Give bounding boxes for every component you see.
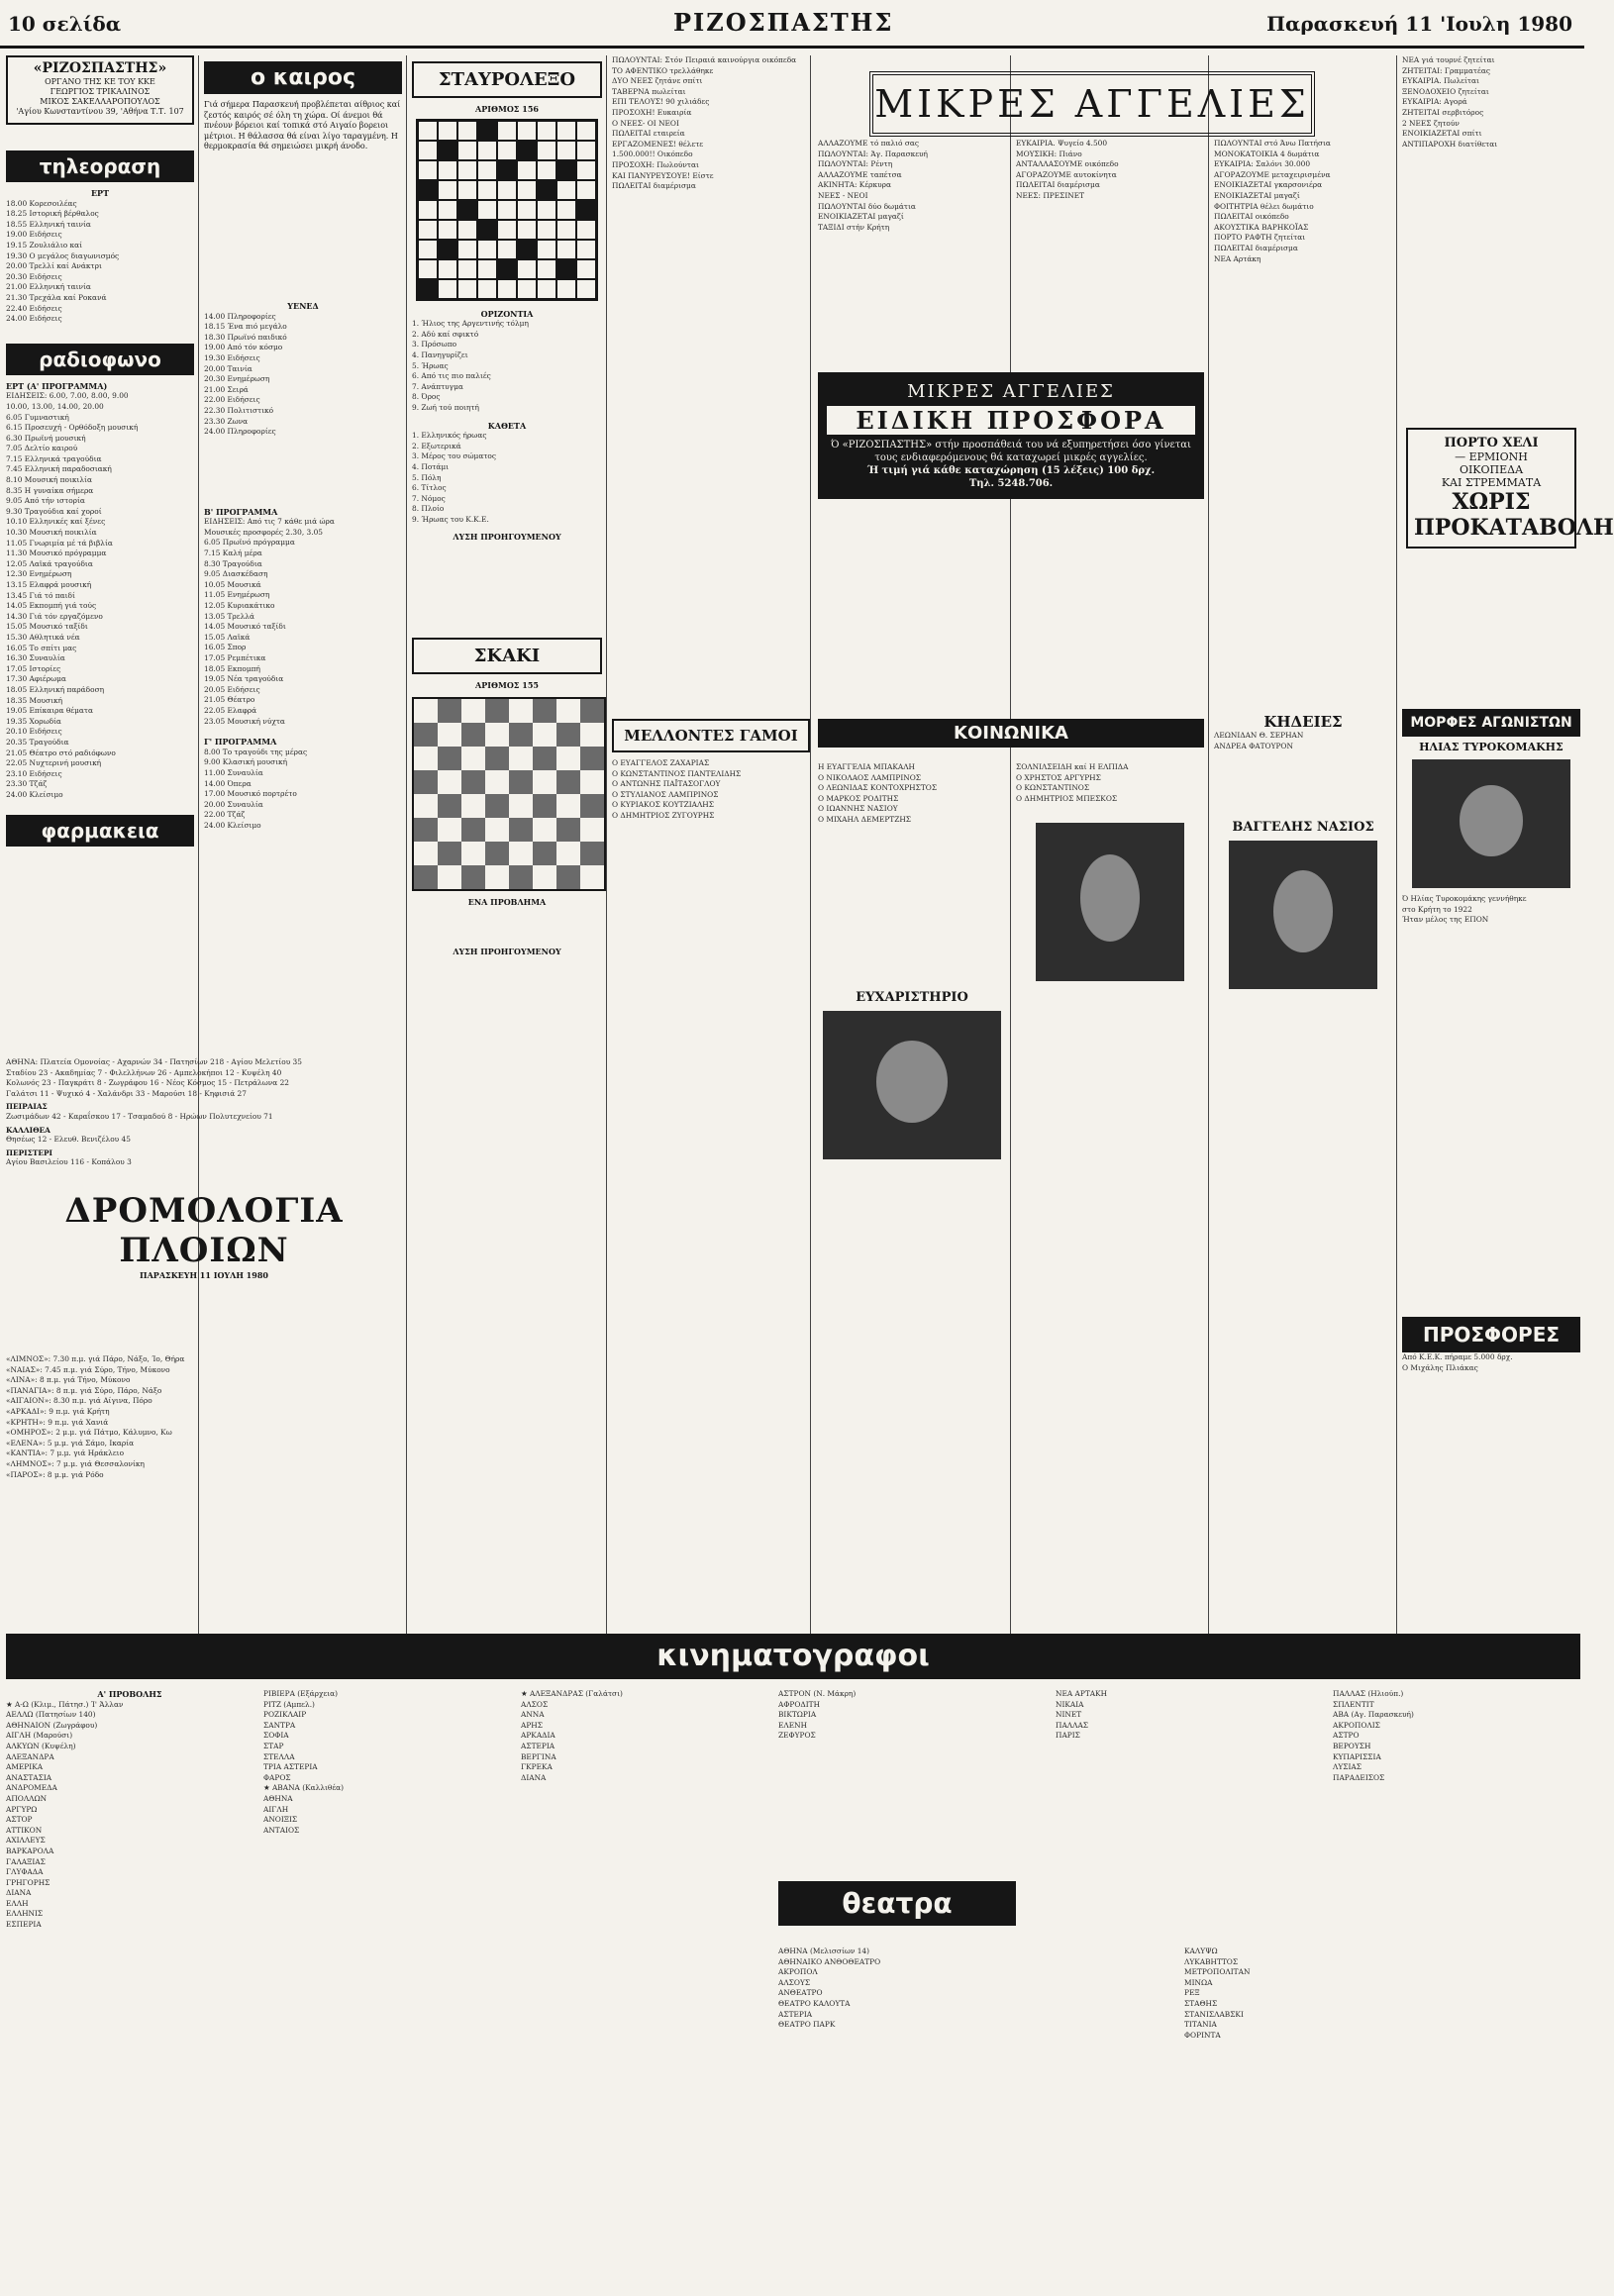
- weather-text: Γιά σήμερα Παρασκευή προβλέπεται αίθριος καί ζεστός καιρός σέ όλη τη χώρα. Οί άνεμοι θά πνέουν βόρειοι καί τοπικά στό Αιγαίο βορειοι μέτριοι. Η θάλασσα θά είναι λίγο ταραγμένη. Η θερμοκρασία θά σημειώσει μικρή άνοδο.: [204, 100, 401, 151]
- radio-listing-c: 8.00 Το τραγούδι της μέρας 9.00 Κλασική μουσική 11.00 Συναυλία 14.00 Όπερα 17.00 Μουσικό πορτρέτο 20.00 Συναυλία 22.00 Τζάζ 24.00 Κλείσιμο: [204, 747, 308, 830]
- page-number: 10 σελίδα: [8, 12, 122, 36]
- column-rule: [1010, 55, 1011, 1679]
- cinema-items: ΑΣΤΡΟΝ (Ν. Μάκρη) ΑΦΡΟΔΙΤΗ ΒΙΚΤΩΡΙΑ ΕΛΕΝΗ ΖΕΦΥΡΟΣ: [778, 1689, 857, 1741]
- info-line: 'Αγίου Κωνσταντίνου 39, 'Αθήνα Τ.Τ. 107: [16, 107, 184, 116]
- classified-items: ΑΛΛΑΖΟΥΜΕ τό παλιό σας ΠΩΛΟΥΝΤΑΙ: Άγ. Παρασκευή ΠΩΛΟΥΝΤΑΙ: Ρέντη ΑΛΛΑΖΟΥΜΕ ταπέτσα ΑΚΙΝΗΤΑ: Κέρκυρα ΝΕΕΣ - ΝΕΟΙ ΠΩΛΟΥΝΤΑΙ δύο δωμάτια ΕΝΟΙΚΙΑΖΕΤΑΙ μαγαζί ΤΑΞΙΔΙ στήν Κρήτη: [818, 139, 928, 232]
- land-ad-line: ΧΩΡΙΣ: [1452, 489, 1531, 515]
- tv-listing-yened: 14.00 Πληροφορίες 18.15 Ένα πιό μεγάλο 18.30 Πρωϊνό παιδικό 19.00 Από τόν κόσμο 19.30 Ειδήσεις 20.00 Ταινία 20.30 Ενημέρωση 21.00 Σειρά 22.00 Ειδήσεις 22.30 Πολιτιστικό 23.30 Ζωνα 24.00 Πληροφορίες: [204, 311, 287, 437]
- struggle-section: [1402, 709, 1580, 1065]
- crossword-grid: [416, 119, 598, 301]
- pharmacy-section: [6, 1057, 402, 1335]
- tv-heading: τηλεοραση: [6, 150, 194, 182]
- chess-problem-title: ΕΝΑ ΠΡΟΒΛΗΜΑ: [467, 896, 547, 907]
- special-offer-text: Ό «ΡΙΖΟΣΠΑΣΤΗΣ» στήν προσπάθειά του νά εξυπηρετήσει όσο γίνεται τους ενδιαφερόμενους θά καταχωρεί μικρές αγγελίες.: [831, 440, 1191, 463]
- special-offer: [818, 372, 1204, 499]
- cinemas-col-2: [263, 1689, 511, 2283]
- masthead: ΡΙΖΟΣΠΑΣΤΗΣ: [673, 8, 894, 37]
- cinemas-col-3: [521, 1689, 768, 2283]
- funerals-heading: ΚΗΔΕΙΕΣ: [1263, 713, 1343, 731]
- crossword-number: ΑΡΙΘΜΟΣ 156: [475, 104, 539, 114]
- classifieds-col-3: [1214, 139, 1392, 693]
- radio-program-c: Γ' ΠΡΟΓΡΑΜΜΑ: [204, 737, 277, 748]
- cinema-items: ΝΕΑ ΑΡΤΑΚΗ ΝΙΚΑΙΑ ΝΙΝΕΤ ΠΑΛΛΑΣ ΠΑΡΙΣ: [1056, 1689, 1108, 1741]
- chess-solution-title: ΛΥΣΗ ΠΡΟΗΓΟΥΜΕΝΟΥ: [453, 947, 561, 957]
- crossword-down-title: ΚΑΘΕΤΑ: [487, 420, 527, 431]
- chess-number: ΑΡΙΘΜΟΣ 155: [475, 680, 539, 691]
- portrait-name: ΒΑΓΓΕΛΗΣ ΝΑΣΙΟΣ: [1232, 820, 1374, 836]
- cinemas-col-5: [1056, 1689, 1323, 1867]
- column-rule: [1396, 55, 1397, 1679]
- offers-section: [1402, 1317, 1580, 1634]
- theatres-col-1: [778, 1947, 1174, 2283]
- struggle-heading: ΜΟΡΦΕΣ ΑΓΩΝΙΣΤΩΝ: [1402, 709, 1580, 737]
- rizospastis-info-box: [6, 55, 194, 125]
- crossword-down-clues: 1. Ελληνικός ήρωας 2. Εξωτερικά 3. Μέρος του σώματος 4. Ποτάμι 5. Πόλη 6. Τίτλος 7. Νόμος 8. Πλοίο 9. Ήρωας του Κ.Κ.Ε.: [412, 431, 497, 524]
- social-col-2: [1016, 762, 1204, 1366]
- pharmacy-listing: Θησέως 12 - Ελευθ. Βενιζέλου 45: [6, 1135, 131, 1145]
- info-line: ΓΕΩΡΓΙΟΣ ΤΡΙΚΑΛΙΝΟΣ: [50, 87, 151, 96]
- wedding-items: Ο ΕΥΑΓΓΕΛΟΣ ΖΑΧΑΡΙΑΣ Ο ΚΩΝΣΤΑΝΤΙΝΟΣ ΠΑΝΤΕΛΙΔΗΣ Ο ΑΝΤΩΝΗΣ ΠΑΪΤΑΣΟΓΛΟΥ Ο ΣΤΥΛΙΑΝΟΣ ΛΑΜΠΡΙΝΟΣ Ο ΚΥΡΙΑΚΟΣ ΚΟΥΤΖΙΑΛΗΣ Ο ΔΗΜΗΤΡΙΟΣ ΖΥΓΟΥΡΗΣ: [612, 758, 742, 820]
- struggle-text: Ό Ηλίας Τυροκομάκης γεννήθηκε στο Κρήτη το 1922 Ήταν μέλος της ΕΠΟΝ: [1402, 894, 1527, 925]
- chess-board: [412, 697, 606, 891]
- page-header: [0, 0, 1584, 49]
- radio-heading: ραδιοφωνο: [6, 344, 194, 375]
- social-items: Η ΕΥΑΓΓΕΛΙΑ ΜΠΑΚΑΛΗ Ο ΝΙΚΟΛΑΟΣ ΛΑΜΠΡΙΝΟΣ Ο ΛΕΩΝΙΔΑΣ ΚΟΝΤΟΧΡΗΣΤΟΣ Ο ΜΑΡΚΟΣ ΡΟΔΙΤΗΣ Ο ΙΩΑΝΝΗΣ ΝΑΣΙΟΥ Ο ΜΙΧΑΗΛ ΔΕΜΕΡΤΖΗΣ: [818, 762, 938, 824]
- cinema-items: ΠΑΛΛΑΣ (Ηλιούπ.) ΣΠΛΕΝΤΙΤ ΑΒΑ (Αγ. Παρασκευή) ΑΚΡΟΠΟΛΙΣ ΑΣΤΡΟ ΒΕΡΟΥΣΗ ΚΥΠΑΡΙΣΣΙΑ ΛΥΣΙΑΣ ΠΑΡΑΔΕΙΣΟΣ: [1333, 1689, 1414, 1782]
- column-puzzles: [412, 55, 602, 1055]
- tv-listing-ert: 18.00 Κορεσοιλέας 18.25 Ιστορική βέρθαλος 18.55 Ελληνική ταινία 19.00 Ειδήσεις 19.15 Ζουλιάλιο καί 19.30 Ο μεγάλος διαγωνισμός 20.00 Τρελλί καί Ανάκτρι 20.30 Ειδήσεις 21.00 Ελληνική ταινία 21.30 Τρεχάλα καί Ροκανά 22.40 Ειδήσεις 24.00 Ειδήσεις: [6, 198, 120, 324]
- land-ad-line: ΚΑΙ ΣΤΡΕΜΜΑΤΑ: [1441, 476, 1542, 489]
- struggle-photo: [1412, 759, 1570, 888]
- theatres-header: [778, 1881, 1580, 1941]
- column-weather-tv: [204, 55, 402, 1055]
- crossword-heading: ΣΤΑΥΡΟΛΕΞΟ: [412, 61, 602, 98]
- offers-text: Από Κ.Ε.Κ. πήραμε 5.000 δρχ. Ο Μιχάλης Πλιάκας: [1402, 1352, 1513, 1372]
- pharmacy-listing: Αγίου Βασιλείου 116 - Κοπάλου 3: [6, 1157, 132, 1167]
- classified-items: ΕΥΚΑΙΡΙΑ. Ψυγείο 4.500 ΜΟΥΣΙΚΗ: Πιάνο ΑΝΤΑΛΛΑΣΟΥΜΕ οικόπεδο ΑΓΟΡΑΖΟΥΜΕ αυτοκίνητα ΠΩΛΕΙΤΑΙ διαμέρισμα ΝΕΕΣ: ΠΡΕΣΙΝΕΤ: [1016, 139, 1119, 200]
- special-offer-subtitle: ΕΙΔΙΚΗ ΠΡΟΣΦΟΡΑ: [827, 406, 1195, 435]
- special-offer-title: ΜΙΚΡΕΣ ΑΓΓΕΛΙΕΣ: [907, 381, 1115, 402]
- special-offer-box: [818, 372, 1204, 501]
- tv-yened-label: ΥΕΝΕΔ: [287, 300, 319, 311]
- cinema-items: ★ Α-Ω (Κλιμ., Πάτησ.) Ί' Άλλαν ΑΕΛΛΩ (Πατησίων 140) ΑΘΗΝΑΙΟΝ (Ζωγράφου) ΑΙΓΛΗ (Μαρούσι) ΑΛΚΥΩΝ (Κυψέλη) ΑΛΕΞΑΝΔΡΑ ΑΜΕΡΙΚΑ ΑΝΑΣΤΑΣΙΑ ΑΝΔΡΟΜΕΔΑ ΑΠΟΛΛΩΝ ΑΡΓΥΡΩ ΑΣΤΟΡ ΑΤΤΙΚΟΝ ΑΧΙΛΛΕΥΣ ΒΑΡΚΑΡΟΛΑ ΓΑΛΑΞΙΑΣ ΓΛΥΦΑΔΑ ΓΡΗΓΟΡΗΣ ΔΙΑΝΑ ΕΛΛΗ ΕΛΛΗΝΙΣ ΕΣΠΕΡΙΑ: [6, 1699, 124, 1930]
- pharmacy-peristeri: ΠΕΡΙΣΤΕΡΙ: [6, 1148, 52, 1157]
- special-offer-price: Ή τιμή γιά κάθε καταχώρηση (15 λέξεις) 100 δρχ.: [866, 465, 1156, 476]
- cinemas-col-4: [778, 1689, 1046, 1867]
- theatres-col-2: [1184, 1947, 1578, 2283]
- pharmacy-kallithea: ΚΑΛΛΙΘΕΑ: [6, 1125, 50, 1135]
- classified-items: ΠΩΛΟΥΝΤΑΙ στό Άνω Πατήσια ΜΟΝΟΚΑΤΟΙΚΙΑ 4 δωμάτια ΕΥΚΑΙΡΙΑ: Σαλόνι 30.000 ΑΓΟΡΑΖΟΥΜΕ μεταχειρισμένα ΕΝΟΙΚΙΑΖΕΤΑΙ γκαρσονιέρα ΕΝΟΙΚΙΑΖΕΤΑΙ μαγαζί ΦΟΙΤΗΤΡΙΑ θέλει δωμάτιο ΠΩΛΕΙΤΑΙ οικόπεδο ΑΚΟΥΣΤΙΚΑ ΒΑΡΗΚΟΪΑΣ ΠΟΡΤΟ ΡΑΦΤΗ ζητείται ΠΩΛΕΙΤΑΙ διαμέρισμα ΝΕΑ Αρτάκη: [1214, 139, 1331, 263]
- issue-date: Παρασκευή 11 'Ιουλη 1980: [1266, 12, 1572, 36]
- radio-program-a: ΕΡΤ (Α' ΠΡΟΓΡΑΜΜΑ): [6, 380, 108, 391]
- column-rule: [810, 55, 811, 1679]
- land-ad-line: ΠΡΟΚΑΤΑΒΟΛΗ: [1414, 515, 1614, 541]
- pharmacy-heading: φαρμακεια: [6, 815, 194, 847]
- cinemas-heading: κινηματογραφοι: [6, 1634, 1580, 1679]
- classified-items: ΝΕΑ γιά τουρνέ ζητείται ΖΗΤΕΙΤΑΙ: Γραμματέας ΕΥΚΑΙΡΙΑ. Πωλείται ΞΕΝΟΔΟΧΕΙΟ ζητείται ΕΥΚΑΙΡΙΑ: Αγορά ΖΗΤΕΙΤΑΙ σερβιτόρος 2 ΝΕΕΣ ζητούν ΕΝΟΙΚΙΑΖΕΤΑΙ σπίτι ΑΝΤΙΠΑΡΟΧΗ διατίθεται: [1402, 55, 1498, 149]
- struggle-name: ΗΛΙΑΣ ΤΥΡΟΚΟΜΑΚΗΣ: [1419, 741, 1564, 753]
- ships-listing: [6, 1354, 402, 1651]
- classifieds-col-2: [1016, 139, 1204, 376]
- land-ad: [1406, 428, 1614, 586]
- radio-listing-b: ΕΙΔΗΣΕΙΣ: Από τις 7 κάθε μιά ώρα Μουσικές προσφορές 2.30, 3.05 6.05 Πρωϊνό πρόγραμμα 7.15 Καλή μέρα 8.30 Τραγούδια 9.05 Διασκέδαση 10.05 Μουσικά 11.05 Ενημέρωση 12.05 Κυριακάτικο 13.05 Τρελλά 14.05 Μουσικό ταξίδι 15.05 Λαϊκά 16.05 Σπορ 17.05 Ρεμπέτικα 18.05 Εκπομπή 19.05 Νέα τραγούδια 20.05 Ειδήσεις 21.05 Θέατρο 22.05 Ελαφρά 23.05 Μουσική νύχτα: [204, 517, 335, 726]
- column-rule: [606, 55, 607, 1679]
- column-masthead-weather: [6, 55, 194, 1055]
- thanks-photo: [823, 1011, 1001, 1159]
- pharmacy-listing: Ζωσιμάδων 42 - Καραΐσκου 17 - Τσαμαδού 8 - Ηρώων Πολυτεχνείου 71: [6, 1111, 273, 1121]
- social-heading: ΚΟΙΝΩΝΙΚΑ: [818, 719, 1204, 748]
- funeral-items: ΛΕΩΝΙΔΑΝ Θ. ΣΕΡΗΑΝ ΑΝΔΡΕΑ ΦΑΤΟΥΡΟΝ: [1214, 731, 1304, 750]
- theatre-items: ΚΑΛΥΨΩ ΛΥΚΑΒΗΤΤΟΣ ΜΕΤΡΟΠΟΛΙΤΑΝ ΜΙΝΩΑ ΡΕΞ ΣΤΑΘΗΣ ΣΤΑΝΙΣΛΑΒΣΚΙ ΤΙΤΑΝΙΑ ΦΟΡΙΝΤΑ: [1184, 1947, 1251, 2040]
- theatres-heading: θεατρα: [778, 1881, 1016, 1926]
- offers-heading: ΠΡΟΣΦΟΡΕΣ: [1402, 1317, 1580, 1352]
- crossword-across-clues: 1. Ήλιος της Αργεντινής τόλμη 2. Αδύ καί σφικτό 3. Πρόσωπο 4. Πανηγυρίζει 5. Ήρωας 6. Από τις πιο παλιές 7. Ανάπτυγμα 8. Όρος 9. Ζωή τού ποιητή: [412, 319, 529, 412]
- ships-date: ΠΑΡΑΣΚΕΥΗ 11 ΙΟΥΛΗ 1980: [140, 1269, 268, 1280]
- radio-listing-a: ΕΙΔΗΣΕΙΣ: 6.00, 7.00, 8.00, 9.00 10.00, 13.00, 14.00, 20.00 6.05 Γυμναστική 6.15 Προσευχή - Ορθόδοξη μουσική 6.30 Πρωϊνή μουσική 7.05 Δελτίο καιρού 7.15 Ελληνικά τραγούδια 7.45 Ελληνική παραδοσιακή 8.10 Μουσική ποικιλία 8.35 Η γυναίκα σήμερα 9.05 Από τήν ιστορία 9.30 Τραγούδια καί χοροί 10.10 Ελληνικές καί ξένες 10.30 Μουσική ποικιλία 11.05 Γνωριμία μέ τά βιβλία 11.30 Μουσικό πρόγραμμα 12.05 Λαϊκά τραγούδια 12.30 Ενημέρωση 13.15 Ελαφρά μουσική 13.45 Γιά τό παιδί 14.05 Εκπομπή γιά τούς 14.30 Γιά τόν εργαζόμενο 15.05 Μουσικό ταξίδι 15.30 Αθλητικά νέα 16.05 Το σπίτι μας 16.30 Συναυλία 17.05 Ιστορίες 17.30 Αφιέρωμα 18.05 Ελληνική παράδοση 18.35 Μουσική 19.05 Επίκαιρα θέματα 19.35 Χορωδία 20.10 Ειδήσεις 20.35 Τραγούδια 21.05 Θέατρο στό ραδιόφωνο 22.05 Νυχτερινή μουσική 23.10 Ειδήσεις 23.30 Τζάζ 24.00 Κλείσιμο: [6, 391, 139, 799]
- special-offer-phone: Τηλ. 5248.706.: [968, 478, 1054, 489]
- brief-items: ΠΩΛΟΥΝΤΑΙ: Στόν Πειραιά καινούργια οικόπεδα ΤΟ ΑΦΕΝΤΙΚΟ τρελλάθηκε ΔΥΟ ΝΕΕΣ ζητάνε σπίτι ΤΑΒΕΡΝΑ πωλείται ΕΠΙ ΤΕΛΟΥΣ! 90 χιλιάδες ΠΡΟΣΟΧΗ! Ευκαιρία Ο ΝΕΕΣ- ΟΙ ΝΕΟΙ ΠΩΛΕΙΤΑΙ εταιρεία ΕΡΓΑΖΟΜΕΝΕΣ! θέλετε 1.500.000!! Οικόπεδο ΠΡΟΣΟΧΗ: Πωλούνται ΚΑΙ ΠΑΝΥΡΕΥΣΟΥΕ! Είστε ΠΩΛΕΙΤΑΙ διαμέρισμα: [612, 55, 797, 191]
- land-ad-box: [1406, 428, 1614, 549]
- paper-name: «ΡΙΖΟΣΠΑΣΤΗΣ»: [33, 60, 167, 76]
- column-rule: [1208, 55, 1209, 1679]
- social-items: ΣΟΛΝΙΛΣΕΙΔΗ καί Η ΕΛΠΙΔΑ Ο ΧΡΗΣΤΟΣ ΑΡΓΥΡΗΣ Ο ΚΩΝΣΤΑΝΤΙΝΟΣ Ο ΔΗΜΗΤΡΙΟΣ ΜΠΕΣΚΟΣ: [1016, 762, 1129, 803]
- thanks-section: [818, 990, 1006, 1208]
- crossword-across-title: ΟΡΙΖΟΝΤΙΑ: [480, 308, 534, 319]
- ships-lines: «ΛΙΜΝΟΣ»: 7.30 π.μ. γιά Πάρο, Νάξο, Ίο, Θήρα «ΝΑΙΑΣ»: 7.45 π.μ. γιά Σύρο, Τήνο, Μύκονο «ΛΙΝΑ»: 8 π.μ. γιά Τήνο, Μύκονο «ΠΑΝΑΓΙΑ»: 8 π.μ. γιά Σύρο, Πάρο, Νάξο «ΑΙΓΑΙΟΝ»: 8.30 π.μ. γιά Αίγινα, Πόρο «ΑΡΚΑΔΙ»: 9 π.μ. γιά Κρήτη «ΚΡΗΤΗ»: 9 π.μ. γιά Χανιά «ΟΜΗΡΟΣ»: 2 μ.μ. γιά Πάτμο, Κάλυμνο, Κω «ΕΛΕΝΑ»: 5 μ.μ. γιά Σάμο, Ικαρία «ΚΑΝΤΙΑ»: 7 μ.μ. γιά Ηράκλειο «ΛΗΜΝΟΣ»: 7 μ.μ. γιά Θεσσαλονίκη «ΠΑΡΟΣ»: 8 μ.μ. γιά Ρόδο: [6, 1354, 185, 1479]
- classifieds-heading: ΜΙΚΡΕΣ ΑΓΓΕΛΙΕΣ: [869, 71, 1315, 137]
- classifieds-col-4: [1402, 55, 1580, 392]
- ships-heading: ΔΡΟΜΟΛΟΓΙΑ ΠΛΟΙΩΝ: [64, 1190, 344, 1270]
- weddings-section: [612, 713, 810, 1366]
- pharmacy-piraeus: ΠΕΙΡΑΙΑΣ: [6, 1102, 48, 1112]
- column-rule: [406, 55, 407, 1679]
- land-ad-line: ΠΟΡΤΟ ΧΕΛΙ: [1444, 436, 1539, 450]
- info-line: ΜΙΚΟΣ ΣΑΚΕΛΛΑΡΟΠΟΥΛΟΣ: [40, 97, 160, 106]
- column-news-briefs: [612, 55, 806, 669]
- pharmacy-listing: ΑΘΗΝΑ: Πλατεία Ομονοίας - Αχαρνών 34 - Πατησίων 218 - Αγίου Μελετίου 35 Σταδίου 23 - Ακαδημίας 7 - Φιλελλήνων 26 - Αμπελοκήποι 12 - Κυψέλη 40 Κολωνός 23 - Παγκράτι 8 - Ζωγράφου 16 - Νέος Κόσμος 15 - Πετράλωνα 22 Γαλάτσι 11 - Ψυχικό 4 - Χαλάνδρι 33 - Μαρούσι 18 - Κηφισιά 27: [6, 1057, 302, 1098]
- cinema-items: ΡΙΒΙΕΡΑ (Εξάρχεια) ΡΙΤΖ (Αμπελ.) ΡΟΖΙΚΛΑΙΡ ΣΑΝΤΡΑ ΣΟΦΙΑ ΣΤΑΡ ΣΤΕΛΛΑ ΤΡΙΑ ΑΣΤΕΡΙΑ ΦΑΡΟΣ ★ ΑΒΑΝΑ (Καλλιθέα) ΑΘΗΝΑ ΑΙΓΛΗ ΑΝΟΙΞΙΣ ΑΝΤΑΙΟΣ: [263, 1689, 345, 1835]
- thanks-heading: ΕΥΧΑΡΙΣΤΗΡΙΟ: [856, 990, 968, 1005]
- land-ad-line: — ΕΡΜΙΟΝΗ: [1455, 450, 1528, 463]
- chess-heading: ΣΚΑΚΙ: [412, 638, 602, 674]
- weddings-heading: ΜΕΛΛΟΝΤΕΣ ΓΑΜΟΙ: [612, 719, 810, 752]
- theatre-items: ΑΘΗΝΑ (Μελισσίων 14) ΑΘΗΝΑΙΚΟ ΑΝΘΟΘΕΑΤΡΟ ΑΚΡΟΠΟΛ ΑΛΣΟΥΣ ΑΝΘΕΑΤΡΟ ΘΕΑΤΡΟ ΚΑΛΟΥΤΑ ΑΣΤΕΡΙΑ ΘΕΑΤΡΟ ΠΑΡΚ: [778, 1947, 881, 2030]
- cinemas-col-1: [6, 1689, 253, 2283]
- nasios-photo: [1229, 841, 1377, 989]
- tv-ert-label: ΕΡΤ: [90, 188, 110, 198]
- funerals-section: [1214, 713, 1392, 1366]
- land-ad-line: ΟΙΚΟΠΕΔΑ: [1459, 463, 1524, 476]
- weather-heading: ο καιρος: [204, 61, 402, 94]
- portrait-photo: [1036, 823, 1184, 981]
- crossword-solution-title: ΛΥΣΗ ΠΡΟΗΓΟΥΜΕΝΟΥ: [453, 532, 561, 543]
- radio-program-b: Β' ΠΡΟΓΡΑΜΜΑ: [204, 506, 278, 517]
- info-line: ΟΡΓΑΝΟ ΤΗΣ ΚΕ ΤΟΥ ΚΚΕ: [45, 77, 155, 86]
- cinema-items: ★ ΑΛΕΞΑΝΔΡΑΣ (Γαλάτσι) ΑΛΣΟΣ ΑΝΝΑ ΑΡΗΣ ΑΡΚΑΔΙΑ ΑΣΤΕΡΙΑ ΒΕΡΓΙΝΑ ΓΚΡΕΚΑ ΔΙΑΝΑ: [521, 1689, 623, 1782]
- cinemas-section-label: Α' ΠΡΟΒΟΛΗΣ: [97, 1689, 162, 1699]
